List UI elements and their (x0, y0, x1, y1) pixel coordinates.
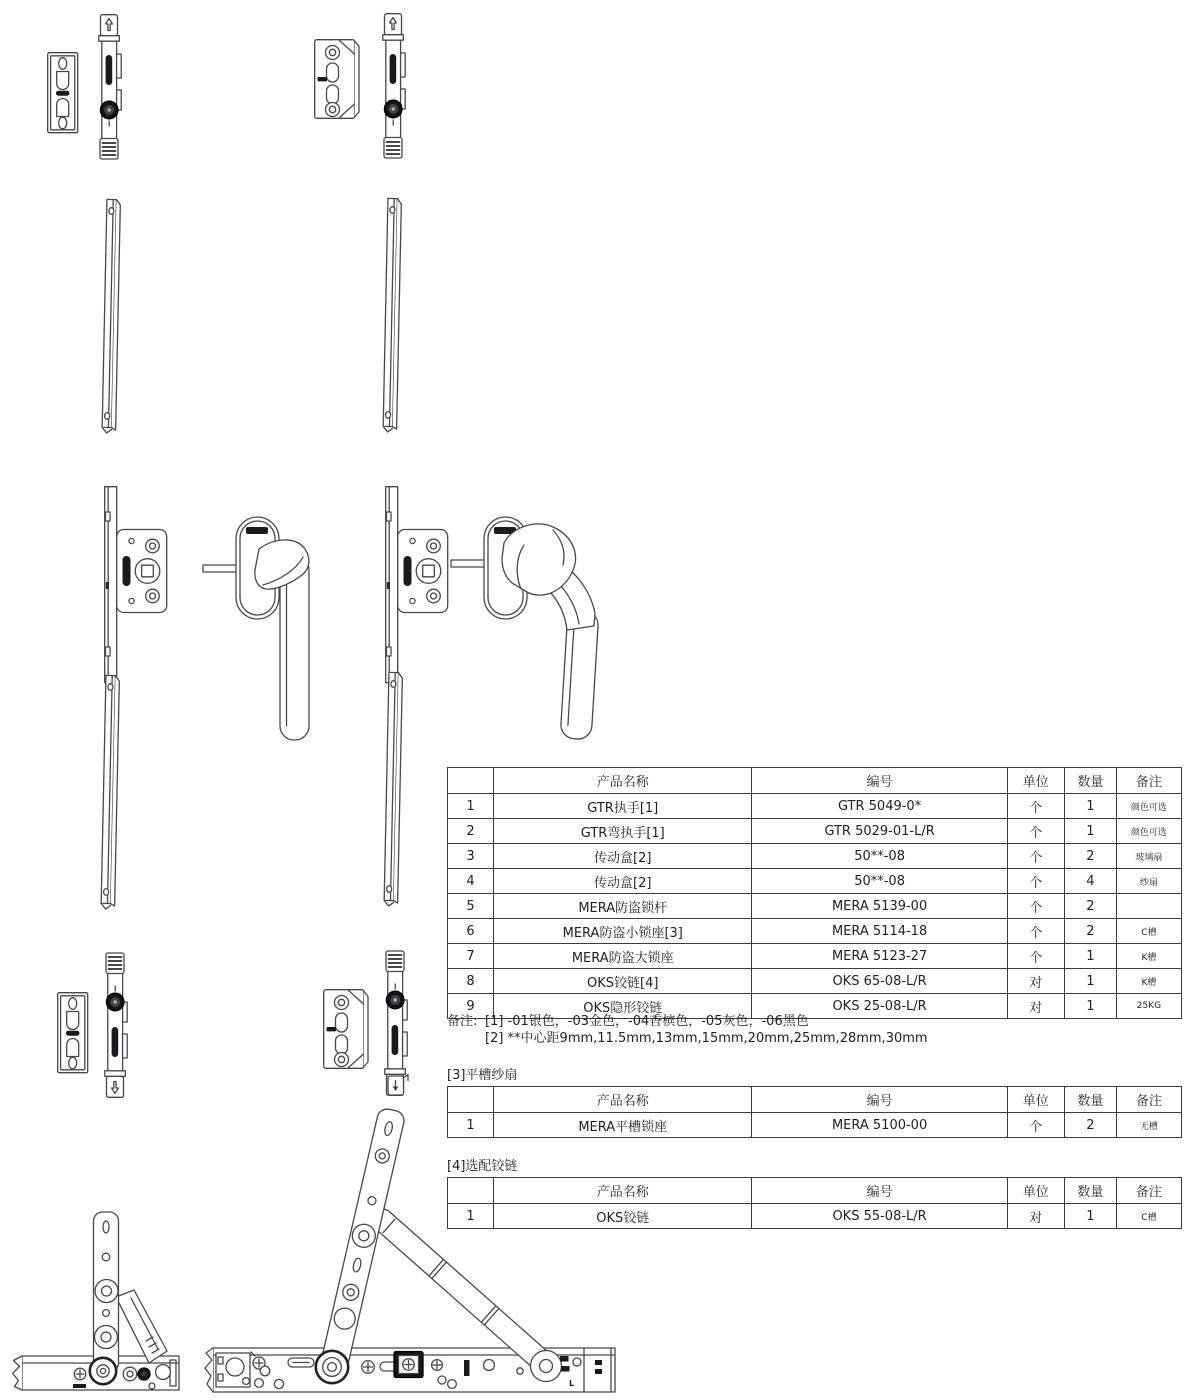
table-row (448, 844, 1182, 869)
cell-code: 50**-08 (752, 844, 1007, 869)
cell-unit: 个 (1007, 819, 1064, 844)
drawing-keeper-plate-top-left (48, 53, 78, 133)
drawing-espagnolette-bar-top-left (99, 15, 121, 159)
cell-name: MERA防盗大锁座 (494, 944, 752, 969)
table-row (448, 1204, 1182, 1229)
cell-qty: 2 (1064, 844, 1116, 869)
col-header-no (448, 1178, 494, 1204)
cell-code: GTR 5029-01-L/R (752, 819, 1007, 844)
cell-unit: 个 (1007, 894, 1064, 919)
col-header-qty: 数量 (1064, 1178, 1116, 1204)
drawing-lock-rod-lower-right (384, 672, 402, 906)
cell-code: MERA 5114-18 (752, 919, 1007, 944)
col-header-qty: 数量 (1064, 768, 1116, 794)
table-row (448, 794, 1182, 819)
drawing-lock-rod-upper-left (102, 199, 120, 433)
col-header-unit: 单位 (1007, 1087, 1064, 1113)
drawing-handle-straight (203, 517, 309, 740)
cell-qty: 1 (1064, 994, 1116, 1019)
col-header-code: 编号 (752, 1087, 1007, 1113)
cell-no: 4 (448, 869, 494, 894)
cell-no: 2 (448, 819, 494, 844)
cell-unit: 对 (1007, 969, 1064, 994)
cell-unit: 对 (1007, 1204, 1064, 1229)
cell-name: OKS隐形铰链 (494, 994, 752, 1019)
drawing-handle-bent (451, 517, 599, 740)
col-header-qty: 数量 (1064, 1087, 1116, 1113)
cell-remark: 无槽 (1116, 1113, 1181, 1138)
cell-qty: 1 (1064, 794, 1116, 819)
hinge-size-label: L (569, 1379, 575, 1388)
cell-no: 1 (448, 794, 494, 819)
note-line: [2] **中心距9mm,11.5mm,13mm,15mm,20mm,25mm,28mm,30mm (485, 1031, 928, 1046)
cell-qty: 2 (1064, 894, 1116, 919)
notes-block (447, 1013, 928, 1047)
cell-code: OKS 25-08-L/R (752, 994, 1007, 1019)
drawing-keeper-block-top-right (315, 40, 359, 119)
cell-qty: 1 (1064, 819, 1116, 844)
cell-remark: 颜色可选 (1116, 819, 1181, 844)
cell-code: OKS 55-08-L/R (752, 1204, 1007, 1229)
cell-no: 7 (448, 944, 494, 969)
cell-remark: K槽 (1116, 969, 1181, 994)
cell-no: 6 (448, 919, 494, 944)
cell-remark: K槽 (1116, 944, 1181, 969)
cell-name: MERA防盗锁杆 (494, 894, 752, 919)
cell-name: GTR执手[1] (494, 794, 752, 819)
cell-unit: 个 (1007, 844, 1064, 869)
cell-no: 1 (448, 1113, 494, 1138)
col-header-remark: 备注 (1116, 768, 1181, 794)
note-line: [1] -01银色，-03金色，-04香槟色，-05灰色，-06黑色 (485, 1014, 809, 1029)
cell-name: 传动盒[2] (494, 869, 752, 894)
cell-unit: 个 (1007, 919, 1064, 944)
cell-qty: 1 (1064, 1204, 1116, 1229)
drawing-keeper-plate-bottom-left (58, 993, 88, 1073)
cell-qty: 4 (1064, 869, 1116, 894)
cell-code: GTR 5049-0* (752, 794, 1007, 819)
screen-table-title: [3]平槽纱扇 (447, 1068, 518, 1083)
cell-no: 9 (448, 994, 494, 1019)
col-header-no (448, 1087, 494, 1113)
cell-name: OKS铰链 (494, 1204, 752, 1229)
col-header-unit: 单位 (1007, 768, 1064, 794)
drawing-lock-rod-upper-right (383, 198, 401, 432)
col-header-code: 编号 (752, 1178, 1007, 1204)
cell-name: MERA平槽锁座 (494, 1113, 752, 1138)
table-row (448, 1113, 1182, 1138)
drawing-hinge-closed (13, 1212, 180, 1390)
cell-qty: 1 (1064, 944, 1116, 969)
cell-unit: 个 (1007, 869, 1064, 894)
drawing-lock-rod-lower-left (101, 675, 119, 909)
cell-no: 3 (448, 844, 494, 869)
optional-hinge-table-title: [4]选配铰链 (447, 1159, 518, 1174)
cell-code: MERA 5139-00 (752, 894, 1007, 919)
cell-no: 5 (448, 894, 494, 919)
drawing-hinge-open (205, 1107, 615, 1392)
col-header-no (448, 768, 494, 794)
table-row (448, 869, 1182, 894)
cell-unit: 对 (1007, 994, 1064, 1019)
cell-code: MERA 5123-27 (752, 944, 1007, 969)
cell-remark: C槽 (1116, 1204, 1181, 1229)
col-header-name: 产品名称 (494, 1087, 752, 1113)
drawing-hinge-end-bracket (388, 1075, 408, 1096)
drawing-keeper-block-bottom-right (324, 990, 368, 1069)
cell-qty: 2 (1064, 1113, 1116, 1138)
col-header-unit: 单位 (1007, 1178, 1064, 1204)
table-row (448, 969, 1182, 994)
drawing-gearbox-left (105, 487, 167, 683)
cell-remark: C槽 (1116, 919, 1181, 944)
drawing-espagnolette-bar-top-right (383, 14, 405, 158)
drawing-espagnolette-bar-bottom-right (385, 951, 407, 1095)
col-header-name: 产品名称 (494, 1178, 752, 1204)
table-row (448, 819, 1182, 844)
drawing-espagnolette-bar-bottom-left (105, 953, 127, 1097)
cell-code: OKS 65-08-L/R (752, 969, 1007, 994)
screen-sash-table (447, 1086, 1182, 1138)
drawing-gearbox-right (386, 487, 448, 683)
cell-code: MERA 5100-00 (752, 1113, 1007, 1138)
cell-code: 50**-08 (752, 869, 1007, 894)
col-header-remark: 备注 (1116, 1087, 1181, 1113)
col-header-name: 产品名称 (494, 768, 752, 794)
col-header-remark: 备注 (1116, 1178, 1181, 1204)
cell-name: 传动盒[2] (494, 844, 752, 869)
cell-remark: 颜色可选 (1116, 794, 1181, 819)
notes-label: 备注: (447, 1014, 478, 1029)
main-parts-table (447, 767, 1182, 1019)
optional-hinge-table (447, 1177, 1182, 1229)
cell-remark: 纱扇 (1116, 869, 1181, 894)
table-row (448, 894, 1182, 919)
cell-unit: 个 (1007, 794, 1064, 819)
cell-no: 1 (448, 1204, 494, 1229)
cell-name: OKS铰链[4] (494, 969, 752, 994)
cell-qty: 2 (1064, 919, 1116, 944)
cell-no: 8 (448, 969, 494, 994)
cell-unit: 个 (1007, 944, 1064, 969)
col-header-code: 编号 (752, 768, 1007, 794)
table-row (448, 919, 1182, 944)
cell-name: GTR弯执手[1] (494, 819, 752, 844)
table-row (448, 944, 1182, 969)
cell-remark (1116, 894, 1181, 919)
cell-qty: 1 (1064, 969, 1116, 994)
cell-unit: 个 (1007, 1113, 1064, 1138)
cell-remark: 25KG (1116, 994, 1181, 1019)
cell-remark: 玻璃扇 (1116, 844, 1181, 869)
cell-name: MERA防盗小锁座[3] (494, 919, 752, 944)
